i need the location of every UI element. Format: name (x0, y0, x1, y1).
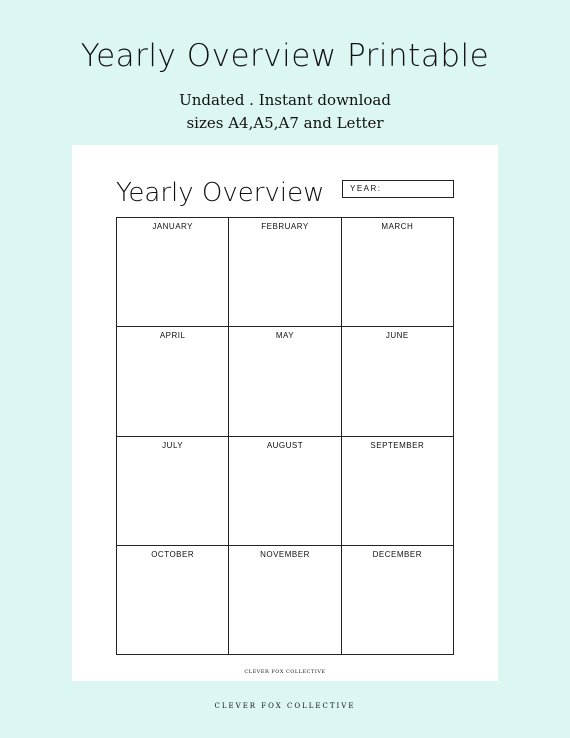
month-label: APRIL (159, 331, 186, 341)
month-label: SEPTEMBER (370, 440, 425, 450)
month-cell-june (342, 327, 454, 436)
sheet-footer-brand: CLEVER FOX COLLECTIVE (244, 669, 326, 675)
footer-brand: CLEVER FOX COLLECTIVE (214, 702, 356, 710)
month-label: MAY (275, 331, 295, 341)
month-cell-november (229, 546, 341, 655)
month-cell-december (342, 546, 454, 655)
month-cell-september (342, 437, 454, 546)
page-title: Yearly Overview Printable (80, 38, 490, 74)
month-cell-january (117, 218, 229, 327)
month-cell-august (229, 437, 341, 546)
month-cell-october (117, 546, 229, 655)
sheet-title: Yearly Overview (116, 178, 325, 208)
subtitle-line-2: sizes A4,A5,A7 and Letter (186, 114, 384, 132)
subtitle-line-1: Undated . Instant download (179, 91, 391, 109)
month-cell-april (117, 327, 229, 436)
month-cell-march (342, 218, 454, 327)
month-label: NOVEMBER (260, 549, 310, 559)
month-label: AUGUST (266, 440, 304, 450)
month-cell-may (229, 327, 341, 436)
month-label: OCTOBER (151, 549, 195, 559)
month-cell-february (229, 218, 341, 327)
year-field (342, 180, 454, 198)
month-label: JULY (162, 440, 184, 450)
month-label: MARCH (381, 222, 414, 231)
month-cell-july (117, 437, 229, 546)
month-label: JANUARY (152, 222, 194, 231)
month-grid (116, 217, 454, 655)
month-label: JUNE (385, 331, 409, 341)
month-label: DECEMBER (372, 549, 422, 559)
year-label: YEAR: (350, 184, 382, 193)
month-label: FEBRUARY (261, 222, 309, 231)
printable-sheet (72, 145, 498, 681)
